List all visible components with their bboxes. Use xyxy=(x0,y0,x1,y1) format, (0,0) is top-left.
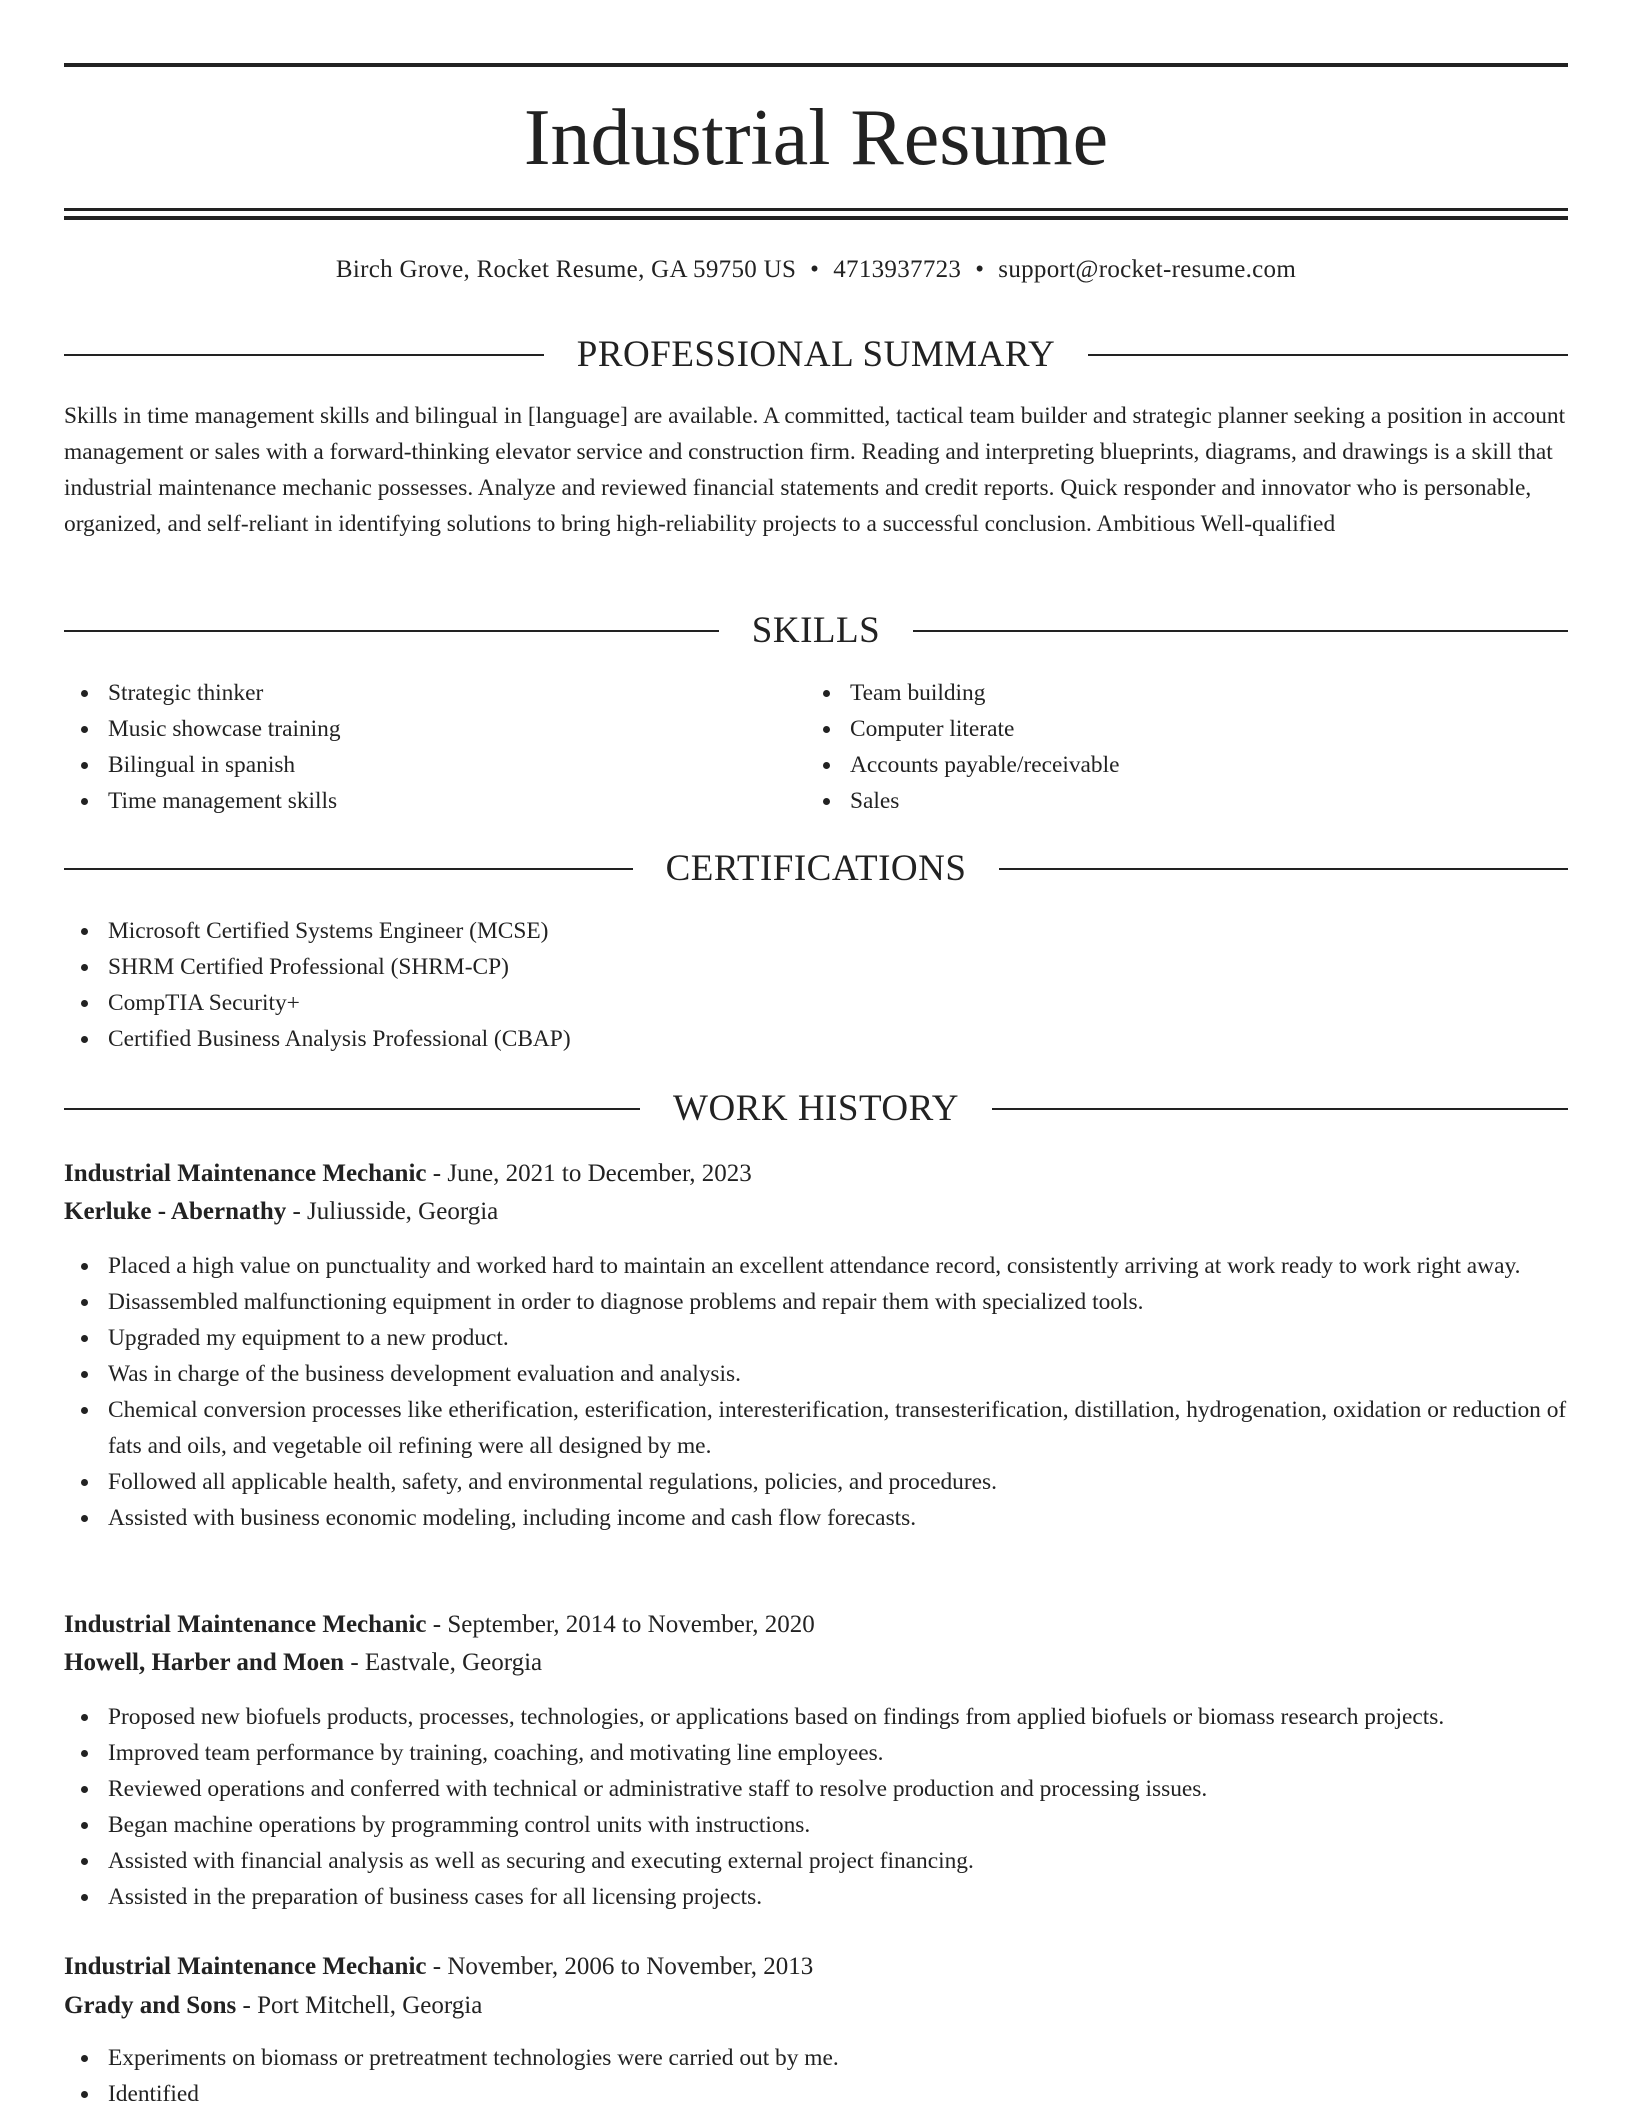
job-bullet: Assisted in the preparation of business cases for all licensing projects. xyxy=(64,1879,1574,1915)
job-bullet: Experiments on biomass or pretreatment technologies were carried out by me. xyxy=(64,2040,1574,2076)
contact-separator: • xyxy=(975,256,985,283)
job-bullets xyxy=(64,2040,1574,2112)
skill-item: Computer literate xyxy=(806,711,1506,747)
work-history-heading-text: WORK HISTORY xyxy=(673,1088,959,1129)
job-bullet: Identified xyxy=(64,2076,1574,2112)
skills-list-right xyxy=(806,675,1506,819)
certification-item: Microsoft Certified Systems Engineer (MCSE) xyxy=(64,913,1564,949)
job-location: - Eastvale, Georgia xyxy=(350,1649,543,1676)
certification-item: SHRM Certified Professional (SHRM-CP) xyxy=(64,949,1564,985)
skill-item: Music showcase training xyxy=(64,711,764,747)
job-bullet: Assisted with financial analysis as well as securing and executing external project financing. xyxy=(64,1843,1574,1879)
summary-text: Skills in time management skills and bilingual in [language] are available. A committed, tactical team builder and strategic planner seeking a position in account management or sales with a forward-thinking elevator service and construction firm. Reading and interpreting blueprints, diagrams, and drawings is a skill that industrial maintenance mechanic possesses. Analyze and reviewed financial statements and credit reports. Quick responder and innovator who is personable, organized, and self-reliant in identifying solutions to bring high-reliability projects to a successful conclusion. Ambitious Well-qualified xyxy=(64,403,1566,537)
summary-heading xyxy=(64,331,1568,379)
skill-item: Bilingual in spanish xyxy=(64,747,764,783)
job-bullet: Proposed new biofuels products, processes, technologies, or applications based on findings from applied biofuels or biomass research projects. xyxy=(64,1699,1574,1735)
job-title-line xyxy=(64,1155,1568,1193)
job-location: - Port Mitchell, Georgia xyxy=(242,1992,483,2019)
job-bullet: Followed all applicable health, safety, and environmental regulations, policies, and procedures. xyxy=(64,1464,1574,1500)
job-title-line xyxy=(64,1948,1568,1986)
contact-phone: 4713937723 xyxy=(833,256,962,283)
heading-rule-right xyxy=(913,630,1568,632)
job-bullet: Was in charge of the business development evaluation and analysis. xyxy=(64,1356,1574,1392)
heading-rule-right xyxy=(999,868,1568,870)
job-bullet: Improved team performance by training, coaching, and motivating line employees. xyxy=(64,1735,1574,1771)
job-dates: - June, 2021 to December, 2023 xyxy=(432,1160,752,1187)
skill-item: Team building xyxy=(806,675,1506,711)
job-company-line xyxy=(64,1193,1568,1231)
job-bullet: Reviewed operations and conferred with technical or administrative staff to resolve production and processing issues. xyxy=(64,1771,1574,1807)
skill-item: Sales xyxy=(806,783,1506,819)
heading-rule-left xyxy=(64,868,633,870)
work-history-heading xyxy=(64,1085,1568,1133)
certification-item: Certified Business Analysis Professional (CBAP) xyxy=(64,1021,1564,1057)
job-bullet: Disassembled malfunctioning equipment in order to diagnose problems and repair them with specialized tools. xyxy=(64,1284,1574,1320)
job-bullet: Chemical conversion processes like etherification, esterification, interesterification, transesterification, distillation, hydrogenation, oxidation or reduction of fats and oils, and vegetable oil refining were all designed by me. xyxy=(64,1392,1574,1464)
job-title: Industrial Maintenance Mechanic xyxy=(64,1611,427,1638)
title-double-rule-upper xyxy=(64,208,1568,211)
certification-item: CompTIA Security+ xyxy=(64,985,1564,1021)
heading-rule-right xyxy=(992,1108,1568,1110)
summary-heading-text: PROFESSIONAL SUMMARY xyxy=(576,334,1056,375)
job-bullet: Assisted with business economic modeling, including income and cash flow forecasts. xyxy=(64,1500,1574,1536)
job-dates: - September, 2014 to November, 2020 xyxy=(432,1611,815,1638)
job-title: Industrial Maintenance Mechanic xyxy=(64,1953,427,1980)
top-rule xyxy=(64,63,1568,67)
certifications-list xyxy=(64,913,1564,1057)
heading-rule-left xyxy=(64,354,544,356)
skill-item: Time management skills xyxy=(64,783,764,819)
skills-heading xyxy=(64,607,1568,655)
job-location: - Juliusside, Georgia xyxy=(292,1198,499,1225)
job-title: Industrial Maintenance Mechanic xyxy=(64,1160,427,1187)
job-company-line xyxy=(64,1644,1568,1682)
heading-rule-left xyxy=(64,1108,640,1110)
job-bullet: Upgraded my equipment to a new product. xyxy=(64,1320,1574,1356)
contact-separator: • xyxy=(810,256,820,283)
heading-rule-right xyxy=(1088,354,1568,356)
contact-address: Birch Grove, Rocket Resume, GA 59750 US xyxy=(335,256,797,283)
job-company: Kerluke - Abernathy xyxy=(64,1198,287,1225)
skill-item: Accounts payable/receivable xyxy=(806,747,1506,783)
job-dates: - November, 2006 to November, 2013 xyxy=(432,1953,814,1980)
job-bullet: Placed a high value on punctuality and worked hard to maintain an excellent attendance record, consistently arriving at work ready to work right away. xyxy=(64,1248,1574,1284)
certifications-heading-text: CERTIFICATIONS xyxy=(665,848,967,889)
job-title-line xyxy=(64,1606,1568,1644)
job-bullets xyxy=(64,1248,1574,1536)
resume-title: Industrial Resume xyxy=(523,94,1109,182)
skill-item: Strategic thinker xyxy=(64,675,764,711)
job-company-line xyxy=(64,1987,1568,2025)
contact-email: support@rocket-resume.com xyxy=(998,256,1297,283)
job-bullet: Began machine operations by programming control units with instructions. xyxy=(64,1807,1574,1843)
title-double-rule-lower xyxy=(64,216,1568,220)
job-company: Howell, Harber and Moen xyxy=(64,1649,345,1676)
job-bullets xyxy=(64,1699,1574,1915)
heading-rule-left xyxy=(64,630,719,632)
skills-list-left xyxy=(64,675,764,819)
contact-line xyxy=(64,252,1568,288)
certifications-heading xyxy=(64,845,1568,893)
job-company: Grady and Sons xyxy=(64,1992,237,2019)
skills-heading-text: SKILLS xyxy=(751,610,881,651)
